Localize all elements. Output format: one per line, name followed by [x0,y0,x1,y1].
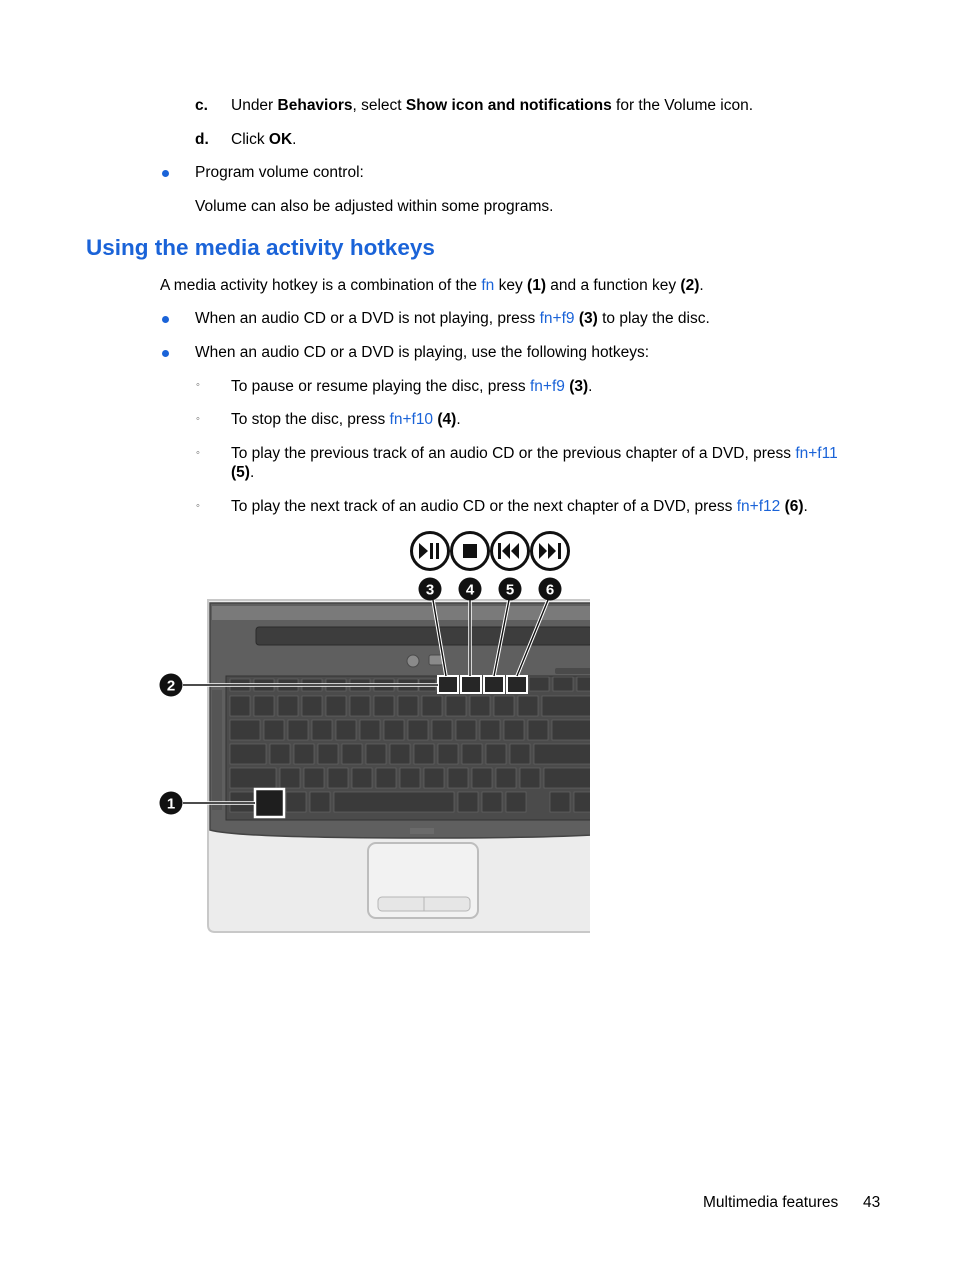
callout-5 [499,578,522,601]
step-d-part: . [292,131,297,148]
intro-part: and a function key [546,277,681,294]
sub-bold: (6) [784,498,804,515]
intro-part: A media activity hotkey is a combination of the [160,277,482,294]
sub-part: To play the next track of an audio CD or the next chapter of a DVD, press [231,498,737,515]
intro-part: . [699,277,704,294]
callout-2 [160,674,183,697]
step-c-bold-behaviors: Behaviors [277,97,353,114]
sub-part: . [456,411,461,428]
bullet-dot [162,350,169,357]
fn-f11-link[interactable]: fn+f11 [795,445,838,462]
step-d-part: Click [231,131,269,148]
bullet-part: to play the disc. [597,310,710,327]
program-volume-note: Volume can also be adjusted within some programs. [195,198,554,215]
svg-text:6: 6 [545,581,555,599]
callout-4 [459,578,482,601]
sub-part: . [588,378,593,395]
intro-bold-1: (1) [527,277,546,294]
page-number: 43 [863,1194,881,1211]
fn-f10-link[interactable]: fn+f10 [389,411,434,428]
intro-paragraph [160,277,704,295]
fn-f12-link[interactable]: fn+f12 [736,498,781,515]
step-c-marker: c. [195,97,208,114]
sub-bullet-stop [231,411,461,429]
intro-part: key [494,277,528,294]
sub-bullet-next [231,498,808,516]
sub-bullet-pause [231,378,592,396]
step-c-text [231,97,753,115]
step-d-marker: d. [195,131,209,148]
section-title: Using the media activity hotkeys [86,235,435,260]
fn-key-highlight [255,789,284,817]
step-c-part: for the Volume icon. [611,97,754,114]
step-d-text [231,131,296,149]
bullet-dot [162,316,169,323]
program-volume-label: Program volume control: [195,164,364,181]
svg-text:3: 3 [425,581,435,599]
step-c-bold-show-icon: Show icon and notifications [405,97,612,114]
sub-bullet-marker: ◦ [196,413,200,425]
bullet-bold-3: (3) [578,310,598,327]
sub-part: . [249,464,255,481]
sub-bullet-marker: ◦ [196,379,200,391]
callout-6 [539,578,562,601]
step-c-part: , select [352,97,406,114]
step-d-bold-ok: OK [268,131,293,148]
sub-part: To stop the disc, press [231,411,390,428]
next-track-icon [532,533,569,570]
svg-text:4: 4 [465,581,475,599]
step-c-part: Under [231,97,278,114]
sub-bullet-marker: ◦ [196,447,200,459]
bullet-part: When an audio CD or a DVD is not playing, press [195,310,540,327]
svg-text:1: 1 [166,795,176,813]
stop-icon [452,533,489,570]
laptop-keyboard-figure [150,525,590,937]
callout-3 [419,578,442,601]
sub-bold: (5) [231,464,250,481]
svg-text:5: 5 [505,581,515,599]
bullet-playing: When an audio CD or a DVD is playing, use the following hotkeys: [195,344,650,361]
sub-part: To pause or resume playing the disc, press [231,378,530,395]
fn-link[interactable]: fn [481,277,495,294]
sub-part: To play the previous track of an audio CD or the previous chapter of a DVD, press [231,445,796,462]
callout-1 [160,792,183,815]
sub-bullet-previous [231,445,838,463]
intro-bold-2: (2) [680,277,700,294]
sub-bold: (3) [569,378,589,395]
sub-bullet-marker: ◦ [196,500,200,512]
previous-track-icon [492,533,529,570]
fn-f9-link[interactable]: fn+f9 [539,310,575,327]
sub-part: . [803,498,808,515]
fn-f9-link[interactable]: fn+f9 [529,378,565,395]
bullet-dot [162,170,169,177]
footer-section: Multimedia features [703,1194,839,1211]
play-pause-icon [412,533,449,570]
sub-bold: (4) [437,411,457,428]
bullet-not-playing [195,310,710,328]
sub-bullet-previous-cont [231,464,254,482]
svg-text:2: 2 [166,677,176,695]
